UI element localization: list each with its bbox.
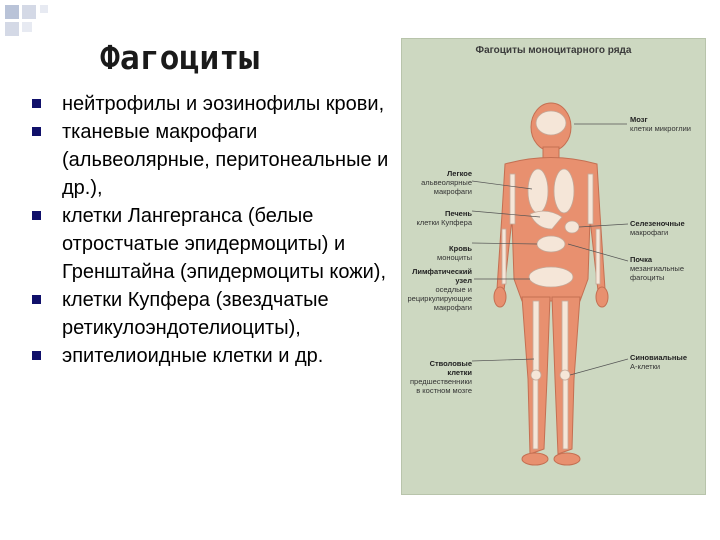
blood-label (404, 244, 472, 262)
square-bullet-icon (32, 127, 41, 136)
kidney-label-title: Почка (630, 255, 653, 264)
bullet-item (30, 118, 390, 202)
figure-caption: Фагоциты моноцитарного ряда (475, 45, 632, 56)
liver-label-title: Печень (444, 209, 472, 218)
anatomy-figure (401, 38, 706, 495)
lung-label (404, 169, 472, 196)
square-bullet-icon (32, 295, 41, 304)
liver-label-text: клетки Купфера (416, 218, 472, 227)
slide-title: Фагоциты (100, 38, 259, 77)
blood-label-text: моноциты (437, 253, 472, 262)
bullet-item (30, 202, 390, 286)
bullet-item (30, 90, 390, 118)
bullet-text: клетки Лангерганса (белые отростчатые эпидермоциты) и Гренштайна (эпидермоциты кожи), (62, 205, 387, 283)
synovial-label-text: А-клетки (630, 362, 661, 371)
brain-label-text: клетки микроглии (630, 124, 691, 133)
bullet-list (30, 90, 390, 370)
square-bullet-icon (32, 351, 41, 360)
corner-decoration (0, 0, 60, 50)
synovial-label (630, 353, 702, 371)
stem-cells-label-title: Стволовые клетки (429, 359, 472, 377)
bullet-text: клетки Купфера (звездчатые ретикулоэндотелиоциты), (62, 289, 329, 339)
lung-label-text: альвеолярные макрофаги (421, 178, 472, 196)
spleen-label-title: Селезеночные (630, 219, 685, 228)
bullet-text: тканевые макрофаги (альвеолярные, перитонеальные и др.), (62, 121, 389, 199)
stem-cells-label-text: предшественники в костном мозге (409, 377, 472, 395)
spleen-label (630, 219, 702, 237)
spleen-label-text: макрофаги (630, 228, 669, 237)
kidney-label-text: мезангиальные фагоциты (630, 264, 684, 282)
lymph-node-label (404, 267, 472, 312)
lung-label-title: Легкое (447, 169, 472, 178)
square-bullet-icon (32, 99, 41, 108)
brain-label (630, 115, 700, 133)
bullet-item (30, 286, 390, 342)
kidney-label (630, 255, 702, 282)
lymph-node-label-text: оседлые и рециркулирующие макрофаги (407, 285, 472, 312)
square-bullet-icon (32, 211, 41, 220)
synovial-label-title: Синовиальные (630, 353, 688, 362)
blood-label-title: Кровь (449, 244, 472, 253)
bullet-text: нейтрофилы и эозинофилы крови, (62, 93, 385, 115)
brain-label-title: Мозг (630, 115, 648, 124)
lymph-node-label-title: Лимфатический узел (412, 267, 472, 285)
stem-cells-label (404, 359, 472, 395)
bullet-text: эпителиоидные клетки и др. (62, 345, 324, 367)
liver-label (404, 209, 472, 227)
bullet-item (30, 342, 390, 370)
